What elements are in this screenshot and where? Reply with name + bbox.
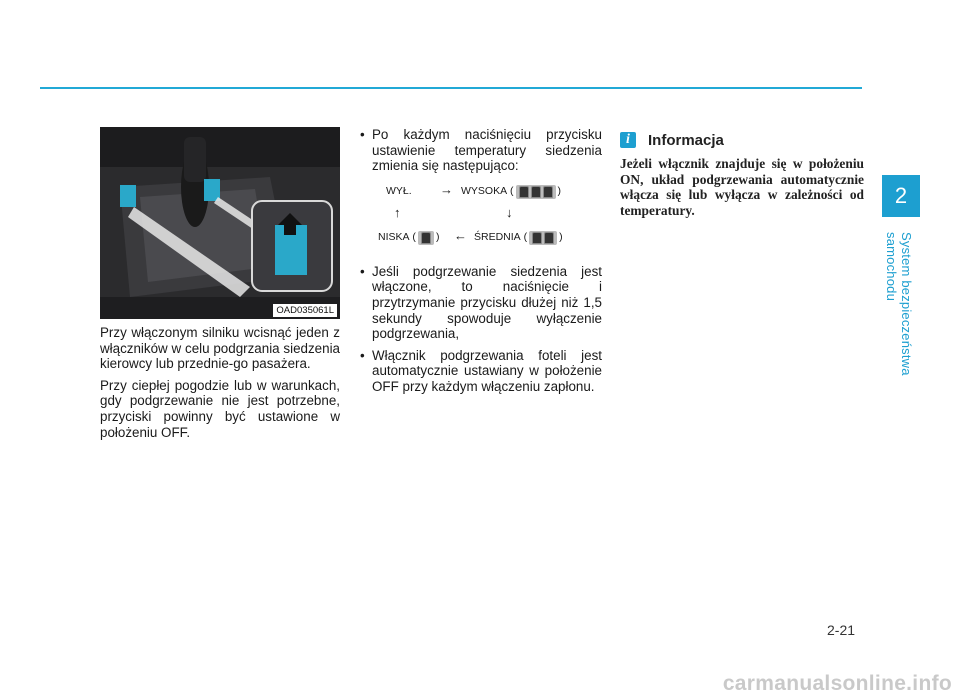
figure-code: OAD035061L: [273, 304, 337, 317]
page-number: 2-21: [827, 622, 856, 638]
info-icon: i: [620, 132, 636, 148]
arrow-left-icon: ←: [454, 227, 467, 243]
info-header: [620, 130, 864, 150]
heat-level-diagram: [360, 180, 602, 258]
info-text: Jeżeli włącznik znajduje się w położeniu ON, układ podgrzewania automatycznie włącza się lub wyłącza w zależności od temperatury.: [620, 156, 864, 218]
chapter-title-vertical: System bezpieczeństwa samochodu: [884, 232, 914, 376]
level-high: WYSOKA ( ): [461, 184, 561, 200]
chapter-number-tab[interactable]: 2: [882, 175, 920, 217]
level-off-label: WYŁ.: [386, 184, 412, 197]
info-title: Informacja: [648, 131, 724, 149]
arrow-right-icon: →: [440, 181, 453, 197]
watermark: carmanualsonline.info: [722, 672, 952, 695]
seat-1-icon: [418, 231, 434, 245]
level-medium-label: ŚREDNIA: [474, 230, 521, 243]
level-high-label: WYSOKA: [461, 184, 508, 197]
arrow-down-icon: ↓: [506, 204, 513, 220]
arrow-up-icon: ↑: [394, 204, 401, 220]
seat-3-icon: [516, 185, 556, 199]
level-low: NISKA ( ): [378, 230, 439, 246]
bullet-1: • Po każdym naciśnięciu przycisku ustawienie temperatury siedzenia zmienia się następująco:: [360, 127, 602, 174]
seat-2-icon: [529, 231, 557, 245]
header-rule: [40, 87, 862, 89]
paragraph-1: Przy włączonym silniku wcisnąć jeden z włączników w celu podgrzania siedzenia kierowcy lub przednie-go pasażera.: [100, 325, 340, 372]
middle-column-text: [360, 127, 602, 395]
info-box: [620, 130, 864, 218]
left-column-text: [100, 325, 340, 446]
level-medium: ŚREDNIA ( ): [474, 230, 563, 246]
console-illustration: [100, 127, 340, 319]
level-low-label: NISKA: [378, 230, 410, 243]
bullet-3: • Włącznik podgrzewania foteli jest automatycznie ustawiany w położenie OFF przy każdym włączeniu zapłonu.: [360, 348, 602, 395]
paragraph-2: Przy ciepłej pogodzie lub w warunkach, gdy podgrzewanie nie jest potrzebne, przyciski powinny być ustawione w położeniu OFF.: [100, 377, 340, 440]
bullet-2: • Jeśli podgrzewanie siedzenia jest włączone, to naciśnięcie i przytrzymanie przycisku dłużej niż 1,5 sekundy spowoduje wyłączenie podgrzewania,: [360, 264, 602, 342]
seat-heater-photo: [100, 127, 340, 319]
